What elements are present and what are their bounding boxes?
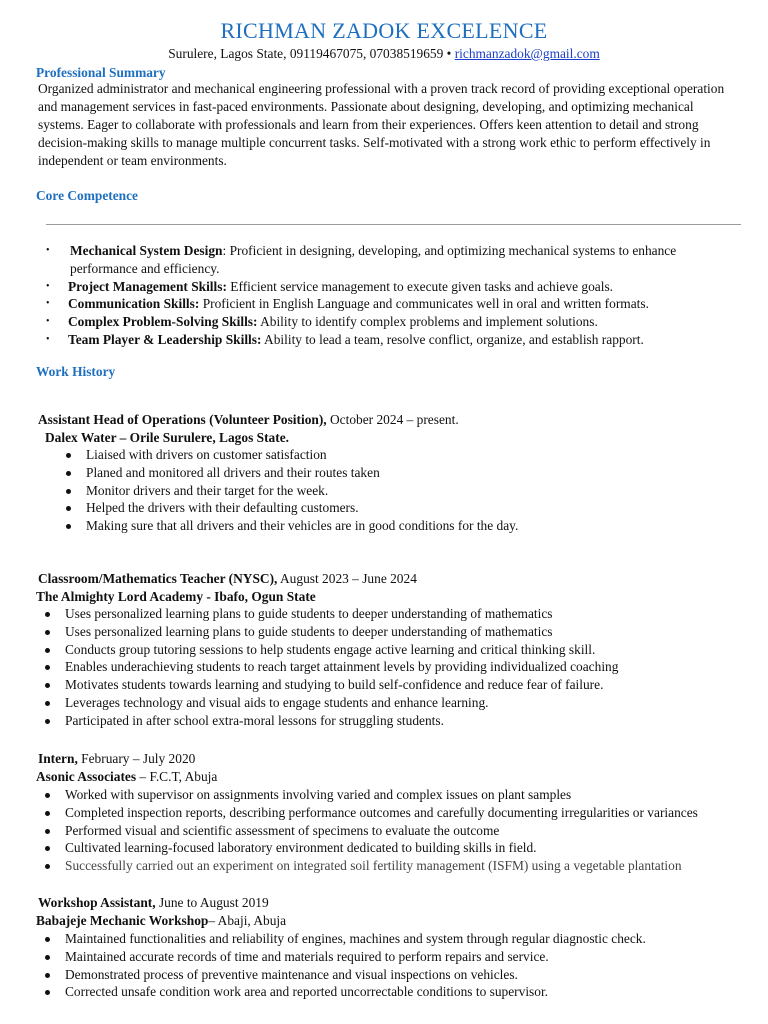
core-competence-heading: Core Competence	[36, 188, 139, 203]
duty-item	[65, 822, 755, 840]
duty-list	[65, 605, 755, 730]
contact-details: Surulere, Lagos State, 09119467075, 07038519659 •	[168, 46, 455, 61]
bullet	[45, 955, 50, 960]
duty-text: Completed inspection reports, describing performance outcomes and carefully documenting irregularities or variances	[65, 804, 698, 820]
org-name: Asonic Associates	[36, 769, 137, 784]
job-dates: June to August 2019	[155, 895, 269, 910]
duty-item	[86, 517, 768, 535]
competence-label: Project Management Skills:	[68, 278, 227, 294]
duty-list	[65, 930, 755, 1001]
bullet: •	[46, 333, 50, 345]
duty-text: Uses personalized learning plans to guide students to deeper understanding of mathematics	[65, 623, 553, 639]
duty-item	[65, 857, 755, 875]
bullet: •	[46, 280, 50, 292]
bullet: •	[46, 316, 50, 328]
duty-text: Successfully carried out an experiment on integrated soil fertility management (ISFM) using a vegetable plantation	[65, 858, 682, 874]
duty-item	[86, 464, 768, 482]
professional-summary-heading: Professional Summary	[36, 65, 166, 80]
duty-item	[65, 804, 755, 822]
competence-item	[40, 295, 740, 313]
job-title-line	[38, 750, 195, 768]
bullet	[66, 524, 71, 529]
duty-item	[86, 499, 768, 517]
bullet	[45, 630, 50, 635]
duty-list	[65, 786, 755, 875]
email-link[interactable]: richmanzadok@gmail.com	[454, 46, 600, 61]
duty-text: Conducts group tutoring sessions to help students engage active learning and critical thinking skill.	[65, 641, 596, 657]
section-divider	[46, 224, 741, 225]
competence-label: Team Player & Leadership Skills:	[68, 331, 262, 347]
bullet	[45, 719, 50, 724]
duty-text: Enables underachieving students to reach target attainment levels by providing individualized coaching	[65, 659, 619, 675]
contact-line	[0, 45, 768, 63]
duty-text: Monitor drivers and their target for the week.	[86, 482, 329, 498]
bullet	[45, 683, 50, 688]
professional-summary-text: Organized administrator and mechanical engineering professional with a proven track record of providing exceptional operation and management services in fast-paced environments. Passionate about designing, developing, and optimizing mechanical systems. Eager to collaborate with professionals and learn from their experiences. Offers keen attention to detail and strong decision-making skills to manage multiple concurrent tasks. Self-motivated with a strong work ethic to perform effectively in independent or team environments.	[38, 81, 725, 168]
duty-item	[65, 694, 755, 712]
org-location: – Abaji, Abuja	[208, 913, 287, 928]
bullet	[66, 489, 71, 494]
duty-item	[65, 712, 755, 730]
org-name: Babajeje Mechanic Workshop	[36, 913, 209, 928]
duty-text: Cultivated learning-focused laboratory environment dedicated to building skills in field.	[65, 840, 537, 856]
org-name: The Almighty Lord Academy - Ibafo, Ogun State	[36, 589, 316, 604]
duty-text: Participated in after school extra-moral lessons for struggling students.	[65, 712, 444, 728]
bullet	[45, 612, 50, 617]
competence-label: Communication Skills:	[68, 296, 200, 312]
duty-text: Helped the drivers with their defaulting customers.	[86, 500, 359, 516]
bullet	[66, 471, 71, 476]
duty-item	[86, 446, 768, 464]
duty-text: Performed visual and scientific assessment of specimens to evaluate the outcome	[65, 822, 500, 838]
bullet	[45, 864, 50, 869]
org-name: Dalex Water – Orile Surulere, Lagos State.	[45, 430, 289, 445]
duty-item	[65, 786, 755, 804]
job-title-line	[38, 411, 459, 429]
org-location: – F.C.T, Abuja	[136, 769, 218, 784]
duty-text: Planed and monitored all drivers and their routes taken	[86, 464, 380, 480]
job-dates: August 2023 – June 2024	[277, 571, 417, 586]
competence-item	[40, 278, 740, 296]
duty-item	[65, 676, 755, 694]
job-title: Workshop Assistant,	[38, 895, 156, 910]
bullet	[45, 793, 50, 798]
duty-text: Uses personalized learning plans to guide students to deeper understanding of mathematics	[65, 606, 553, 621]
duty-item	[65, 966, 755, 984]
competence-text: Ability to identify complex problems and implement solutions.	[260, 314, 598, 330]
duty-item	[86, 482, 768, 500]
bullet	[45, 701, 50, 706]
work-history-heading: Work History	[36, 364, 116, 379]
job-title-line	[38, 894, 269, 912]
bullet	[45, 973, 50, 978]
job-title-line	[38, 570, 417, 588]
duty-item	[65, 930, 755, 948]
duty-text: Motivates students towards learning and studying to build self-confidence and reduce fear of failure.	[65, 677, 604, 693]
job-title: Intern,	[38, 751, 78, 766]
competence-text: Ability to lead a team, resolve conflict, organize, and establish rapport.	[264, 331, 644, 347]
duty-text: Demonstrated process of preventive maintenance and visual inspections on vehicles.	[65, 966, 518, 982]
bullet	[66, 506, 71, 511]
duty-list	[86, 446, 768, 535]
bullet	[45, 811, 50, 816]
bullet	[45, 846, 50, 851]
job-dates: October 2024 – present.	[326, 412, 459, 427]
competence-text: Proficient in English Language and communicates well in oral and written formats.	[202, 296, 649, 312]
job-organization	[45, 429, 289, 447]
job-dates: February – July 2020	[77, 751, 196, 766]
duty-item	[65, 658, 755, 676]
bullet	[45, 990, 50, 995]
bullet	[66, 453, 71, 458]
duty-item	[65, 623, 755, 641]
job-organization	[36, 588, 316, 606]
job-organization	[36, 768, 217, 786]
duty-item	[65, 983, 755, 1001]
job-organization	[36, 912, 286, 930]
duty-text: Liaised with drivers on customer satisfaction	[86, 447, 327, 462]
duty-text: Worked with supervisor on assignments involving varied and complex issues on plant samples	[65, 787, 572, 802]
duty-item	[65, 948, 755, 966]
duty-text: Maintained functionalities and reliability of engines, machines and system through regular diagnostic check.	[65, 931, 646, 946]
duty-item	[65, 839, 755, 857]
bullet: •	[46, 298, 50, 310]
competence-list	[40, 242, 740, 349]
job-title: Classroom/Mathematics Teacher (NYSC),	[38, 571, 278, 586]
duty-text: Making sure that all drivers and their vehicles are in good conditions for the day.	[86, 518, 519, 534]
competence-label: Complex Problem-Solving Skills:	[68, 314, 258, 330]
duty-text: Leverages technology and visual aids to engage students and enhance learning.	[65, 694, 489, 710]
competence-item	[40, 331, 740, 349]
separator: :	[222, 243, 230, 258]
competence-label: Mechanical System Design	[70, 243, 223, 258]
competence-item	[40, 242, 740, 278]
duty-item	[65, 641, 755, 659]
bullet	[45, 665, 50, 670]
candidate-name: RICHMAN ZADOK EXCELENCE	[220, 18, 548, 43]
job-title: Assistant Head of Operations (Volunteer Position),	[38, 412, 327, 427]
duty-text: Maintained accurate records of time and materials required to perform repairs and service.	[65, 948, 549, 964]
bullet	[45, 829, 50, 834]
competence-text: Proficient in designing, developing, and optimizing mechanical systems to enhance performance and efficiency.	[70, 243, 677, 276]
competence-item	[40, 313, 740, 331]
bullet	[45, 937, 50, 942]
competence-text: Efficient service management to execute given tasks and achieve goals.	[230, 278, 614, 294]
duty-item	[65, 605, 755, 623]
duty-text: Corrected unsafe condition work area and reported uncorrectable conditions to supervisor.	[65, 984, 549, 1000]
bullet	[45, 648, 50, 653]
bullet: •	[46, 245, 50, 256]
